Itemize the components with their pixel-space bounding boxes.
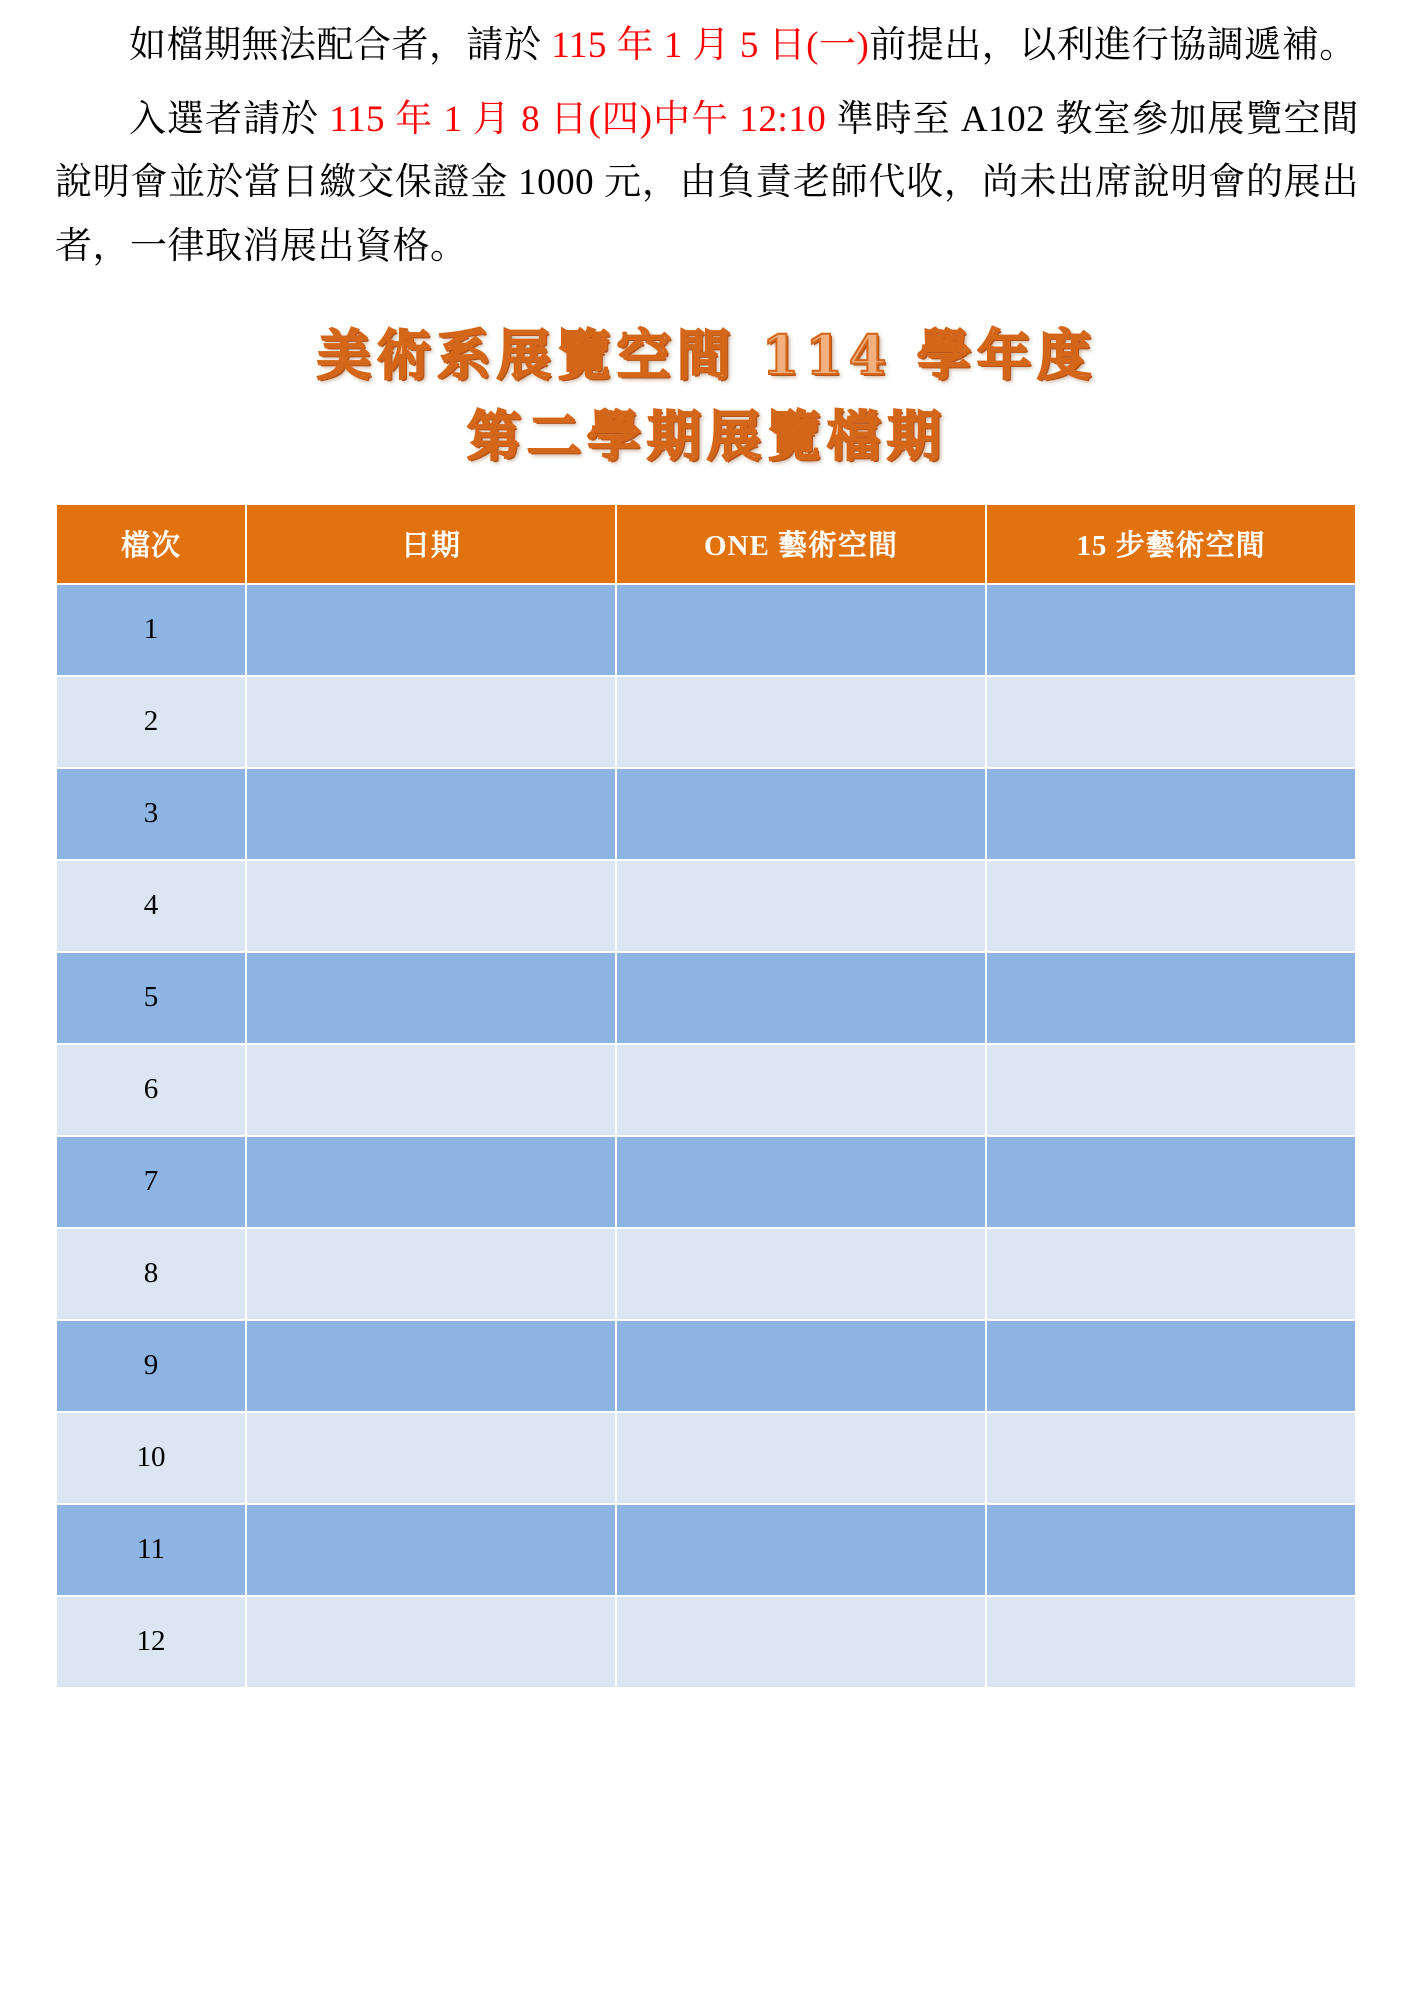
cell-date[interactable]: [246, 1504, 616, 1596]
table-row: [56, 1596, 1356, 1688]
table-row: [56, 952, 1356, 1044]
cell-15steps-art-space[interactable]: [986, 1044, 1356, 1136]
cell-slot: 10: [56, 1412, 246, 1504]
table-row: [56, 1044, 1356, 1136]
cell-15steps-art-space[interactable]: [986, 584, 1356, 676]
cell-15steps-art-space[interactable]: [986, 768, 1356, 860]
page-title: [55, 315, 1359, 477]
table-row: [56, 1320, 1356, 1412]
table-row: [56, 1412, 1356, 1504]
cell-15steps-art-space[interactable]: [986, 952, 1356, 1044]
paragraph-deadline: [55, 0, 1359, 78]
cell-one-art-space[interactable]: [616, 1044, 986, 1136]
cell-one-art-space[interactable]: [616, 952, 986, 1044]
cell-slot: 7: [56, 1136, 246, 1228]
cell-date[interactable]: [246, 1596, 616, 1688]
cell-15steps-art-space[interactable]: [986, 1228, 1356, 1320]
column-header-date: 日期: [246, 504, 616, 584]
cell-15steps-art-space[interactable]: [986, 1504, 1356, 1596]
cell-date[interactable]: [246, 952, 616, 1044]
paragraph-briefing-datetime: 115 年 1 月 8 日(四)中午 12:10: [329, 98, 827, 140]
cell-one-art-space[interactable]: [616, 1320, 986, 1412]
cell-one-art-space[interactable]: [616, 1596, 986, 1688]
cell-date[interactable]: [246, 1044, 616, 1136]
cell-slot: 2: [56, 676, 246, 768]
page-title-line1: 美術系展覽空間 114 學年度: [316, 322, 1098, 387]
paragraph-deadline-part1: 如檔期無法配合者，請於: [129, 25, 552, 66]
exhibition-schedule-table: [55, 503, 1357, 1689]
cell-15steps-art-space[interactable]: [986, 1412, 1356, 1504]
paragraph-deadline-date: 115 年 1 月 5 日(一): [551, 25, 870, 66]
cell-date[interactable]: [246, 1320, 616, 1412]
paragraph-briefing-part1: 入選者請於: [129, 98, 330, 140]
page-title-line2: 第二學期展覽檔期: [467, 403, 947, 468]
table-row: [56, 768, 1356, 860]
cell-15steps-art-space[interactable]: [986, 860, 1356, 952]
column-header-slot: 檔次: [56, 504, 246, 584]
cell-slot: 12: [56, 1596, 246, 1688]
table-header-row: [56, 504, 1356, 584]
table-row: [56, 676, 1356, 768]
cell-one-art-space[interactable]: [616, 676, 986, 768]
cell-slot: 1: [56, 584, 246, 676]
column-header-one-art-space: ONE 藝術空間: [616, 504, 986, 584]
cell-one-art-space[interactable]: [616, 1504, 986, 1596]
cell-15steps-art-space[interactable]: [986, 1596, 1356, 1688]
paragraph-deadline-part2: 前提出，以利進行協調遞補。: [869, 25, 1357, 66]
cell-date[interactable]: [246, 1136, 616, 1228]
table-row: [56, 1504, 1356, 1596]
paragraph-briefing-part2: 準時至 A102 教室參加展覽空間說明會並於當日繳交保證金 1000 元，由負責老師代收，尚未出席說明會的展出者，一律取消展出資格。: [55, 98, 1359, 267]
cell-slot: 8: [56, 1228, 246, 1320]
cell-one-art-space[interactable]: [616, 860, 986, 952]
column-header-15steps-art-space: 15 步藝術空間: [986, 504, 1356, 584]
cell-slot: 5: [56, 952, 246, 1044]
cell-slot: 6: [56, 1044, 246, 1136]
cell-one-art-space[interactable]: [616, 584, 986, 676]
table-row: [56, 860, 1356, 952]
cell-slot: 3: [56, 768, 246, 860]
table-row: [56, 584, 1356, 676]
cell-one-art-space[interactable]: [616, 1228, 986, 1320]
paragraph-briefing: [55, 78, 1359, 279]
cell-date[interactable]: [246, 860, 616, 952]
cell-15steps-art-space[interactable]: [986, 1136, 1356, 1228]
cell-slot: 4: [56, 860, 246, 952]
cell-date[interactable]: [246, 1228, 616, 1320]
cell-date[interactable]: [246, 676, 616, 768]
cell-date[interactable]: [246, 1412, 616, 1504]
cell-one-art-space[interactable]: [616, 1412, 986, 1504]
table-row: [56, 1228, 1356, 1320]
cell-15steps-art-space[interactable]: [986, 676, 1356, 768]
cell-date[interactable]: [246, 768, 616, 860]
cell-slot: 11: [56, 1504, 246, 1596]
table-row: [56, 1136, 1356, 1228]
cell-one-art-space[interactable]: [616, 768, 986, 860]
cell-slot: 9: [56, 1320, 246, 1412]
cell-date[interactable]: [246, 584, 616, 676]
cell-15steps-art-space[interactable]: [986, 1320, 1356, 1412]
cell-one-art-space[interactable]: [616, 1136, 986, 1228]
